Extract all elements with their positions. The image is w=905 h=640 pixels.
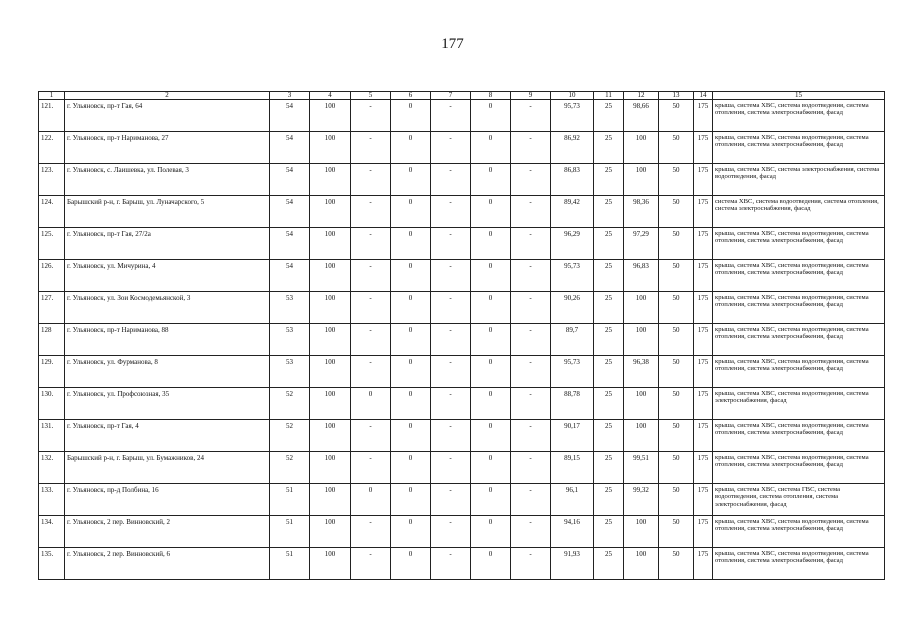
table-row xyxy=(39,228,885,260)
table-row xyxy=(39,260,885,292)
work-types: крыша, система ХВС, система водоотведения, система отопления, система электроснабжения, фасад xyxy=(713,324,885,356)
col-9: - xyxy=(511,292,551,324)
col-7: - xyxy=(431,516,471,548)
col-11: 25 xyxy=(594,228,624,260)
col-13: 50 xyxy=(659,452,694,484)
table-row xyxy=(39,292,885,324)
row-number: 132. xyxy=(39,452,65,484)
col-9: - xyxy=(511,228,551,260)
col-9: - xyxy=(511,196,551,228)
address: г. Ульяновск, ул. Мичурина, 4 xyxy=(65,260,270,292)
col-5: - xyxy=(351,292,391,324)
col-4: 100 xyxy=(310,452,351,484)
col-11: 25 xyxy=(594,196,624,228)
col-5: - xyxy=(351,324,391,356)
col-13: 50 xyxy=(659,356,694,388)
col-14: 175 xyxy=(694,484,713,516)
col-12: 100 xyxy=(624,420,659,452)
col-10: 89,15 xyxy=(551,452,594,484)
col-13: 50 xyxy=(659,516,694,548)
table-row xyxy=(39,516,885,548)
col-7: - xyxy=(431,228,471,260)
address: г. Ульяновск, пр-д Полбина, 16 xyxy=(65,484,270,516)
col-7: - xyxy=(431,420,471,452)
col-14: 175 xyxy=(694,356,713,388)
address: г. Ульяновск, пр-т Гая, 27/2а xyxy=(65,228,270,260)
row-number: 135. xyxy=(39,548,65,580)
col-10: 88,78 xyxy=(551,388,594,420)
table-body xyxy=(39,100,885,580)
col-3: 51 xyxy=(270,548,310,580)
row-number: 122. xyxy=(39,132,65,164)
col-12: 100 xyxy=(624,388,659,420)
col-3: 54 xyxy=(270,132,310,164)
col-6: 0 xyxy=(391,516,431,548)
row-number: 129. xyxy=(39,356,65,388)
table-row xyxy=(39,388,885,420)
col-3: 52 xyxy=(270,452,310,484)
col-7: - xyxy=(431,260,471,292)
col-7: - xyxy=(431,452,471,484)
work-types: крыша, система ХВС, система водоотведения, система отопления, система электроснабжения, фасад xyxy=(713,516,885,548)
col-14: 175 xyxy=(694,228,713,260)
address: г. Ульяновск, 2 пер. Винновский, 2 xyxy=(65,516,270,548)
col-10: 94,16 xyxy=(551,516,594,548)
col-13: 50 xyxy=(659,484,694,516)
table-row xyxy=(39,324,885,356)
col-12: 100 xyxy=(624,516,659,548)
col-7: - xyxy=(431,356,471,388)
col-8: 0 xyxy=(471,420,511,452)
work-types: крыша, система ХВС, система водоотведения, система отопления, система электроснабжения, фасад xyxy=(713,132,885,164)
col-5: - xyxy=(351,516,391,548)
column-header: 10 xyxy=(551,92,594,100)
column-header: 4 xyxy=(310,92,351,100)
col-12: 100 xyxy=(624,548,659,580)
col-9: - xyxy=(511,132,551,164)
col-6: 0 xyxy=(391,548,431,580)
col-6: 0 xyxy=(391,324,431,356)
work-types: система ХВС, система водоотведения, система отопления, система электроснабжения, фасад xyxy=(713,196,885,228)
col-13: 50 xyxy=(659,548,694,580)
col-8: 0 xyxy=(471,100,511,132)
col-11: 25 xyxy=(594,356,624,388)
col-9: - xyxy=(511,516,551,548)
col-12: 99,32 xyxy=(624,484,659,516)
col-12: 96,38 xyxy=(624,356,659,388)
column-header: 8 xyxy=(471,92,511,100)
col-10: 96,29 xyxy=(551,228,594,260)
column-header: 1 xyxy=(39,92,65,100)
col-11: 25 xyxy=(594,324,624,356)
col-5: - xyxy=(351,356,391,388)
col-4: 100 xyxy=(310,516,351,548)
col-10: 95,73 xyxy=(551,356,594,388)
col-14: 175 xyxy=(694,452,713,484)
col-13: 50 xyxy=(659,420,694,452)
col-4: 100 xyxy=(310,100,351,132)
col-13: 50 xyxy=(659,100,694,132)
col-5: - xyxy=(351,164,391,196)
col-14: 175 xyxy=(694,548,713,580)
col-14: 175 xyxy=(694,132,713,164)
col-8: 0 xyxy=(471,548,511,580)
col-14: 175 xyxy=(694,100,713,132)
col-12: 100 xyxy=(624,164,659,196)
col-10: 89,42 xyxy=(551,196,594,228)
col-6: 0 xyxy=(391,260,431,292)
col-5: 0 xyxy=(351,484,391,516)
col-14: 175 xyxy=(694,196,713,228)
col-10: 95,73 xyxy=(551,100,594,132)
col-6: 0 xyxy=(391,228,431,260)
program-table xyxy=(38,91,885,580)
column-header: 6 xyxy=(391,92,431,100)
column-header: 14 xyxy=(694,92,713,100)
row-number: 134. xyxy=(39,516,65,548)
col-7: - xyxy=(431,164,471,196)
col-6: 0 xyxy=(391,452,431,484)
row-number: 131. xyxy=(39,420,65,452)
col-4: 100 xyxy=(310,260,351,292)
col-8: 0 xyxy=(471,132,511,164)
col-5: - xyxy=(351,100,391,132)
col-8: 0 xyxy=(471,164,511,196)
work-types: крыша, система ХВС, система водоотведения, система электроснабжения, фасад xyxy=(713,388,885,420)
col-4: 100 xyxy=(310,196,351,228)
col-7: - xyxy=(431,324,471,356)
col-10: 86,92 xyxy=(551,132,594,164)
row-number: 127. xyxy=(39,292,65,324)
col-12: 98,36 xyxy=(624,196,659,228)
col-13: 50 xyxy=(659,164,694,196)
col-5: - xyxy=(351,548,391,580)
col-6: 0 xyxy=(391,420,431,452)
col-8: 0 xyxy=(471,388,511,420)
col-5: - xyxy=(351,260,391,292)
col-11: 25 xyxy=(594,388,624,420)
col-4: 100 xyxy=(310,164,351,196)
row-number: 123. xyxy=(39,164,65,196)
col-12: 100 xyxy=(624,132,659,164)
col-3: 54 xyxy=(270,228,310,260)
col-12: 99,51 xyxy=(624,452,659,484)
col-8: 0 xyxy=(471,260,511,292)
column-header: 3 xyxy=(270,92,310,100)
table-row xyxy=(39,164,885,196)
col-4: 100 xyxy=(310,356,351,388)
col-13: 50 xyxy=(659,292,694,324)
table-row xyxy=(39,484,885,516)
col-6: 0 xyxy=(391,196,431,228)
col-3: 51 xyxy=(270,516,310,548)
col-11: 25 xyxy=(594,420,624,452)
col-13: 50 xyxy=(659,196,694,228)
col-3: 53 xyxy=(270,356,310,388)
col-6: 0 xyxy=(391,164,431,196)
row-number: 126. xyxy=(39,260,65,292)
col-3: 54 xyxy=(270,260,310,292)
col-14: 175 xyxy=(694,388,713,420)
col-11: 25 xyxy=(594,292,624,324)
col-11: 25 xyxy=(594,132,624,164)
col-3: 51 xyxy=(270,484,310,516)
col-14: 175 xyxy=(694,164,713,196)
address: г. Ульяновск, пр-т Нариманова, 27 xyxy=(65,132,270,164)
col-10: 95,73 xyxy=(551,260,594,292)
col-11: 25 xyxy=(594,516,624,548)
row-number: 121. xyxy=(39,100,65,132)
col-13: 50 xyxy=(659,388,694,420)
col-7: - xyxy=(431,100,471,132)
col-9: - xyxy=(511,100,551,132)
col-4: 100 xyxy=(310,388,351,420)
work-types: крыша, система ХВС, система водоотведения, система отопления, система электроснабжения, фасад xyxy=(713,260,885,292)
col-12: 96,83 xyxy=(624,260,659,292)
col-10: 90,26 xyxy=(551,292,594,324)
row-number: 130. xyxy=(39,388,65,420)
col-8: 0 xyxy=(471,324,511,356)
page-number: 177 xyxy=(441,36,464,52)
col-6: 0 xyxy=(391,292,431,324)
col-6: 0 xyxy=(391,132,431,164)
col-13: 50 xyxy=(659,132,694,164)
col-4: 100 xyxy=(310,228,351,260)
column-header: 11 xyxy=(594,92,624,100)
col-3: 52 xyxy=(270,388,310,420)
col-12: 100 xyxy=(624,292,659,324)
work-types: крыша, система ХВС, система водоотведения, система отопления, система электроснабжения, фасад xyxy=(713,452,885,484)
col-7: - xyxy=(431,388,471,420)
work-types: крыша, система ХВС, система водоотведения, система отопления, система электроснабжения, фасад xyxy=(713,548,885,580)
col-14: 175 xyxy=(694,324,713,356)
column-header: 2 xyxy=(65,92,270,100)
col-5: - xyxy=(351,452,391,484)
col-11: 25 xyxy=(594,484,624,516)
col-14: 175 xyxy=(694,292,713,324)
col-13: 50 xyxy=(659,324,694,356)
col-5: - xyxy=(351,228,391,260)
table-row xyxy=(39,356,885,388)
address: Барышский р-н, г. Барыш, ул. Бумажников, 24 xyxy=(65,452,270,484)
col-11: 25 xyxy=(594,100,624,132)
table-row xyxy=(39,132,885,164)
address: г. Ульяновск, пр-т Нариманова, 88 xyxy=(65,324,270,356)
work-types: крыша, система ХВС, система водоотведения, система отопления, система электроснабжения, фасад xyxy=(713,100,885,132)
col-14: 175 xyxy=(694,260,713,292)
address: г. Ульяновск, ул. Зои Космодемьянской, 3 xyxy=(65,292,270,324)
col-3: 54 xyxy=(270,164,310,196)
col-7: - xyxy=(431,292,471,324)
table-row xyxy=(39,196,885,228)
col-9: - xyxy=(511,260,551,292)
col-8: 0 xyxy=(471,228,511,260)
col-9: - xyxy=(511,420,551,452)
col-8: 0 xyxy=(471,196,511,228)
col-13: 50 xyxy=(659,260,694,292)
row-number: 128 xyxy=(39,324,65,356)
col-4: 100 xyxy=(310,324,351,356)
work-types: крыша, система ХВС, система электроснабжения, система водоотведения, фасад xyxy=(713,164,885,196)
col-12: 97,29 xyxy=(624,228,659,260)
col-11: 25 xyxy=(594,452,624,484)
header-row xyxy=(39,92,885,100)
col-5: 0 xyxy=(351,388,391,420)
address: г. Ульяновск, с. Лаишевка, ул. Полевая, 3 xyxy=(65,164,270,196)
address: Барышский р-н, г. Барыш, ул. Луначарского, 5 xyxy=(65,196,270,228)
col-3: 53 xyxy=(270,324,310,356)
col-7: - xyxy=(431,132,471,164)
work-types: крыша, система ХВС, система ГВС, система водоотведения, система отопления, система электроснабжения, фасад xyxy=(713,484,885,516)
column-header: 9 xyxy=(511,92,551,100)
col-12: 100 xyxy=(624,324,659,356)
table-row xyxy=(39,452,885,484)
col-10: 90,17 xyxy=(551,420,594,452)
col-5: - xyxy=(351,132,391,164)
work-types: крыша, система ХВС, система водоотведения, система отопления, система электроснабжения, фасад xyxy=(713,292,885,324)
work-types: крыша, система ХВС, система водоотведения, система отопления, система электроснабжения, фасад xyxy=(713,228,885,260)
col-9: - xyxy=(511,324,551,356)
col-7: - xyxy=(431,548,471,580)
col-4: 100 xyxy=(310,548,351,580)
table-row xyxy=(39,100,885,132)
col-7: - xyxy=(431,196,471,228)
row-number: 133. xyxy=(39,484,65,516)
col-9: - xyxy=(511,452,551,484)
col-10: 86,83 xyxy=(551,164,594,196)
address: г. Ульяновск, ул. Профсоюзная, 35 xyxy=(65,388,270,420)
col-14: 175 xyxy=(694,516,713,548)
col-5: - xyxy=(351,420,391,452)
col-8: 0 xyxy=(471,452,511,484)
col-10: 96,1 xyxy=(551,484,594,516)
col-9: - xyxy=(511,356,551,388)
col-4: 100 xyxy=(310,132,351,164)
col-9: - xyxy=(511,548,551,580)
row-number: 125. xyxy=(39,228,65,260)
col-10: 89,7 xyxy=(551,324,594,356)
column-header: 13 xyxy=(659,92,694,100)
col-9: - xyxy=(511,388,551,420)
column-header: 12 xyxy=(624,92,659,100)
col-11: 25 xyxy=(594,164,624,196)
table-row xyxy=(39,420,885,452)
col-6: 0 xyxy=(391,484,431,516)
work-types: крыша, система ХВС, система водоотведения, система отопления, система электроснабжения, фасад xyxy=(713,356,885,388)
col-6: 0 xyxy=(391,356,431,388)
col-8: 0 xyxy=(471,516,511,548)
work-types: крыша, система ХВС, система водоотведения, система отопления, система электроснабжения, фасад xyxy=(713,420,885,452)
col-7: - xyxy=(431,484,471,516)
col-5: - xyxy=(351,196,391,228)
address: г. Ульяновск, пр-т Гая, 64 xyxy=(65,100,270,132)
col-8: 0 xyxy=(471,484,511,516)
col-13: 50 xyxy=(659,228,694,260)
col-14: 175 xyxy=(694,420,713,452)
address: г. Ульяновск, ул. Фурманова, 8 xyxy=(65,356,270,388)
col-10: 91,93 xyxy=(551,548,594,580)
col-4: 100 xyxy=(310,420,351,452)
table-row xyxy=(39,548,885,580)
col-11: 25 xyxy=(594,548,624,580)
col-6: 0 xyxy=(391,388,431,420)
row-number: 124. xyxy=(39,196,65,228)
col-9: - xyxy=(511,164,551,196)
col-12: 98,66 xyxy=(624,100,659,132)
address: г. Ульяновск, 2 пер. Винновский, 6 xyxy=(65,548,270,580)
col-9: - xyxy=(511,484,551,516)
col-4: 100 xyxy=(310,484,351,516)
column-header: 5 xyxy=(351,92,391,100)
column-header: 15 xyxy=(713,92,885,100)
col-3: 54 xyxy=(270,196,310,228)
column-header: 7 xyxy=(431,92,471,100)
col-6: 0 xyxy=(391,100,431,132)
address: г. Ульяновск, пр-т Гая, 4 xyxy=(65,420,270,452)
col-3: 53 xyxy=(270,292,310,324)
col-3: 52 xyxy=(270,420,310,452)
col-8: 0 xyxy=(471,292,511,324)
col-3: 54 xyxy=(270,100,310,132)
col-8: 0 xyxy=(471,356,511,388)
col-4: 100 xyxy=(310,292,351,324)
col-11: 25 xyxy=(594,260,624,292)
